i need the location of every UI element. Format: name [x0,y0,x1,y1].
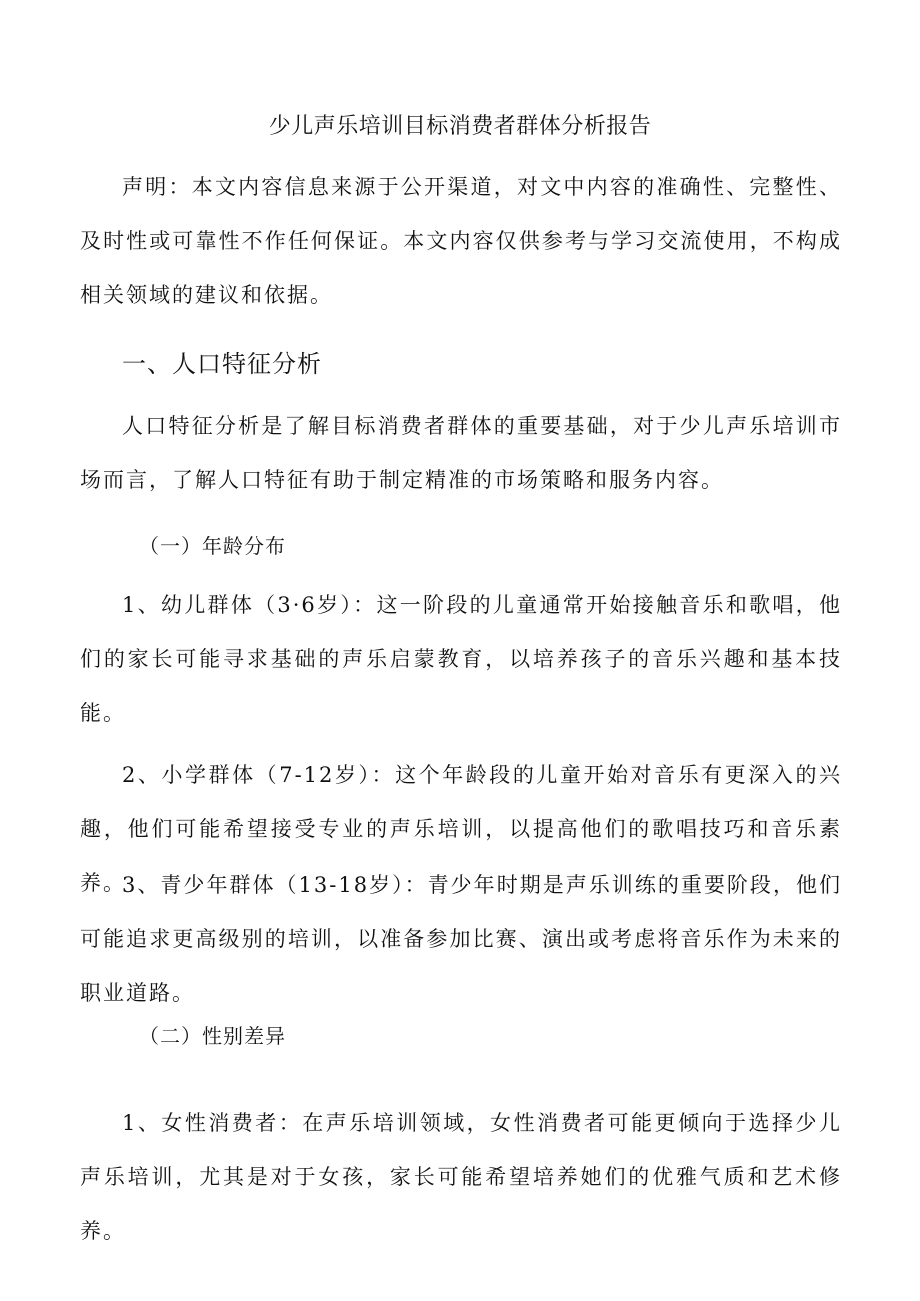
age-item-toddler: 1、幼儿群体（3·6岁）：这一阶段的儿童通常开始接触音乐和歌唱，他们的家长可能寻求基础的声乐启蒙教育，以培养孩子的音乐兴趣和基本技能。 [80,593,842,725]
gender-item-female: 1、女性消费者：在声乐培训领域，女性消费者可能更倾向于选择少儿声乐培训，尤其是对于女孩，家长可能希望培养她们的优雅气质和艺术修养。 [80,1111,842,1243]
disclaimer-paragraph: 声明：本文内容信息来源于公开渠道，对文中内容的准确性、完整性、及时性或可靠性不作任何保证。本文内容仅供参考与学习交流使用，不构成相关领域的建议和依据。 [80,175,842,307]
document-title: 少儿声乐培训目标消费者群体分析报告 [268,114,652,139]
subheading-age-distribution: （一）年龄分布 [139,534,286,558]
section-intro-paragraph: 人口特征分析是了解目标消费者群体的重要基础，对于少儿声乐培训市场而言，了解人口特征有助于制定精准的市场策略和服务内容。 [80,414,842,492]
subheading-gender-difference: （二）性别差异 [139,1024,286,1048]
age-item-teen: 3、青少年群体（13-18岁）：青少年时期是声乐训练的重要阶段，他们可能追求更高级别的培训，以准备参加比赛、演出或考虑将音乐作为未来的职业道路。 [80,873,842,1005]
section-heading-demographics: 一、人口特征分析 [122,350,322,378]
age-item-primary: 2、小学群体（7-12岁）：这个年龄段的儿童开始对音乐有更深入的兴趣，他们可能希望接受专业的声乐培训，以提高他们的歌唱技巧和音乐素养。 [80,763,842,895]
